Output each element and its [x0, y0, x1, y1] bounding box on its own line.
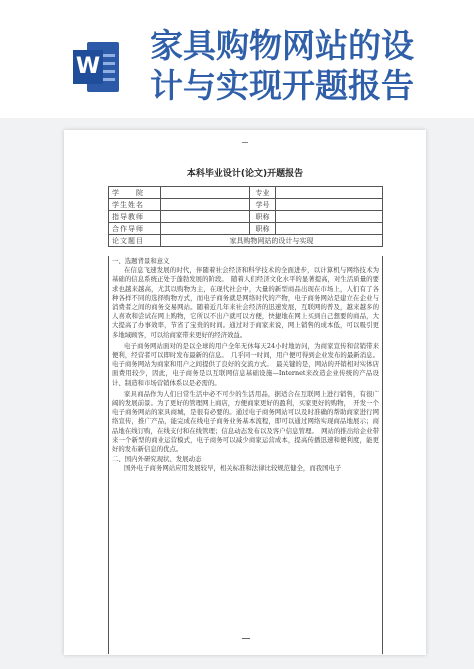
- table-row: [109, 187, 383, 199]
- document-page: [64, 130, 426, 655]
- document-title: 本科毕业设计(论文)开题报告: [186, 169, 304, 179]
- header-banner: [0, 0, 474, 118]
- paragraph-2: 电子商务网站面对的是以全球的用户全年无休每天24小时地访问，为商家宣传和营销带来便利，经营者可以即时发布最新的信息。 几乎同一时间，用户便可得到企业发布的最新消息。电子商务网站为商家和用户之间提供了良好的交流方式。 最关键的是，网站的开销相对实体店面费用较少，因此，电子商务是以互联网信息基础设施—Internet来改造企业传统的产品设计、制造和市场营销体系以是必需的。: [112, 341, 379, 387]
- paragraph-4: 国外电子商务网站应用发展较早，相关标准和法律比较规范健全，而我国电子: [124, 464, 342, 473]
- table-row: [109, 211, 383, 223]
- title-line-2: 计与实现开题报告: [150, 66, 414, 105]
- row-value: [160, 211, 249, 223]
- row-value-2: [276, 223, 383, 235]
- section-heading-1: 一、选题背景和意义: [112, 257, 170, 265]
- row-label-2: 职称: [249, 211, 276, 223]
- row-value: [160, 223, 249, 235]
- row-label: 学 院: [109, 187, 161, 199]
- table-row-topic: [109, 235, 383, 247]
- page-top-mark: [242, 142, 248, 143]
- row-label: 合作导师: [109, 223, 161, 235]
- section-heading-2: 二、国内外研究现状、发展动态: [112, 455, 202, 464]
- row-label: 学生姓名: [109, 199, 161, 211]
- row-value-2: [276, 211, 383, 223]
- topic-value: 家具购物网站的设计与实现: [160, 235, 382, 247]
- page-bottom-mark: [242, 638, 250, 639]
- row-value: [160, 187, 249, 199]
- row-value-2: [276, 199, 383, 211]
- topic-label: 论文题目: [109, 235, 161, 247]
- row-label-2: 学号: [249, 199, 276, 211]
- row-label-2: 职称: [249, 223, 276, 235]
- row-value: [160, 199, 249, 211]
- paragraph-1: 在信息飞速发展的时代，伴随着社会经济和科学技术的全面进步，以计算机与网络技术为基础的信息系统正处于蓬勃发展的阶段。 随着人们经济文化水平的显著提高，对生活质量的要求也越来越高，尤其以购物为主，在现代社会中，大量的新型商品出现在市场上，人们有了各种各样不同的选择购物方式，而电子商务就是网络时代的产物，电子商务网站是建立在企业与消费者之间的商务交易网站。随着近几年来社会经济的迅速发展，互联网的普及，越来越多的人喜欢和尝试在网上购物，它所以不出户就可以方便，快捷地在网上买到自己想要的商品，大大提高了办事效率，节省了宝贵的时间。通过对于商家来说，网上销售的成本低，可以吸引更多地域顾客，可以给商家带来更好的经济效益。: [112, 266, 379, 339]
- title-line-1: 家具购物网站的设: [150, 26, 414, 65]
- table-row: [109, 223, 383, 235]
- row-label-2: 专业: [249, 187, 276, 199]
- report-body: [108, 256, 383, 654]
- word-document-icon: [73, 42, 119, 92]
- row-value-2: [276, 187, 383, 199]
- row-label: 指导教师: [109, 211, 161, 223]
- word-icon-letter: W: [73, 50, 103, 84]
- info-table: [108, 186, 383, 247]
- paragraph-3: 家具商品作为人们日常生活中必不可少的生活用品，据适合在互联网上进行销售，有很广阔的发展前景。为了更好的管理网上商店，方便商家更好的盈利，买家更好的购物， 开发一个电子商务网站的家具商城，是很有必要的。通过电子商务网站可以及时准确的帮助商家进行网络宣传，推广产品，能完成在线电子商务业务基本流程，即可以通过网络实现商品地展示；商品地在线订购，在线支付和在线管理；信息动态发布以及客户信息管理。 网站的推出给企业带来一个新型的商业运营模式，电子商务可以减少商家运营成本，提高传播迅速和便利度，能更好的发布新信息的优点。: [112, 389, 379, 454]
- table-row: [109, 199, 383, 211]
- page-title: [150, 26, 470, 106]
